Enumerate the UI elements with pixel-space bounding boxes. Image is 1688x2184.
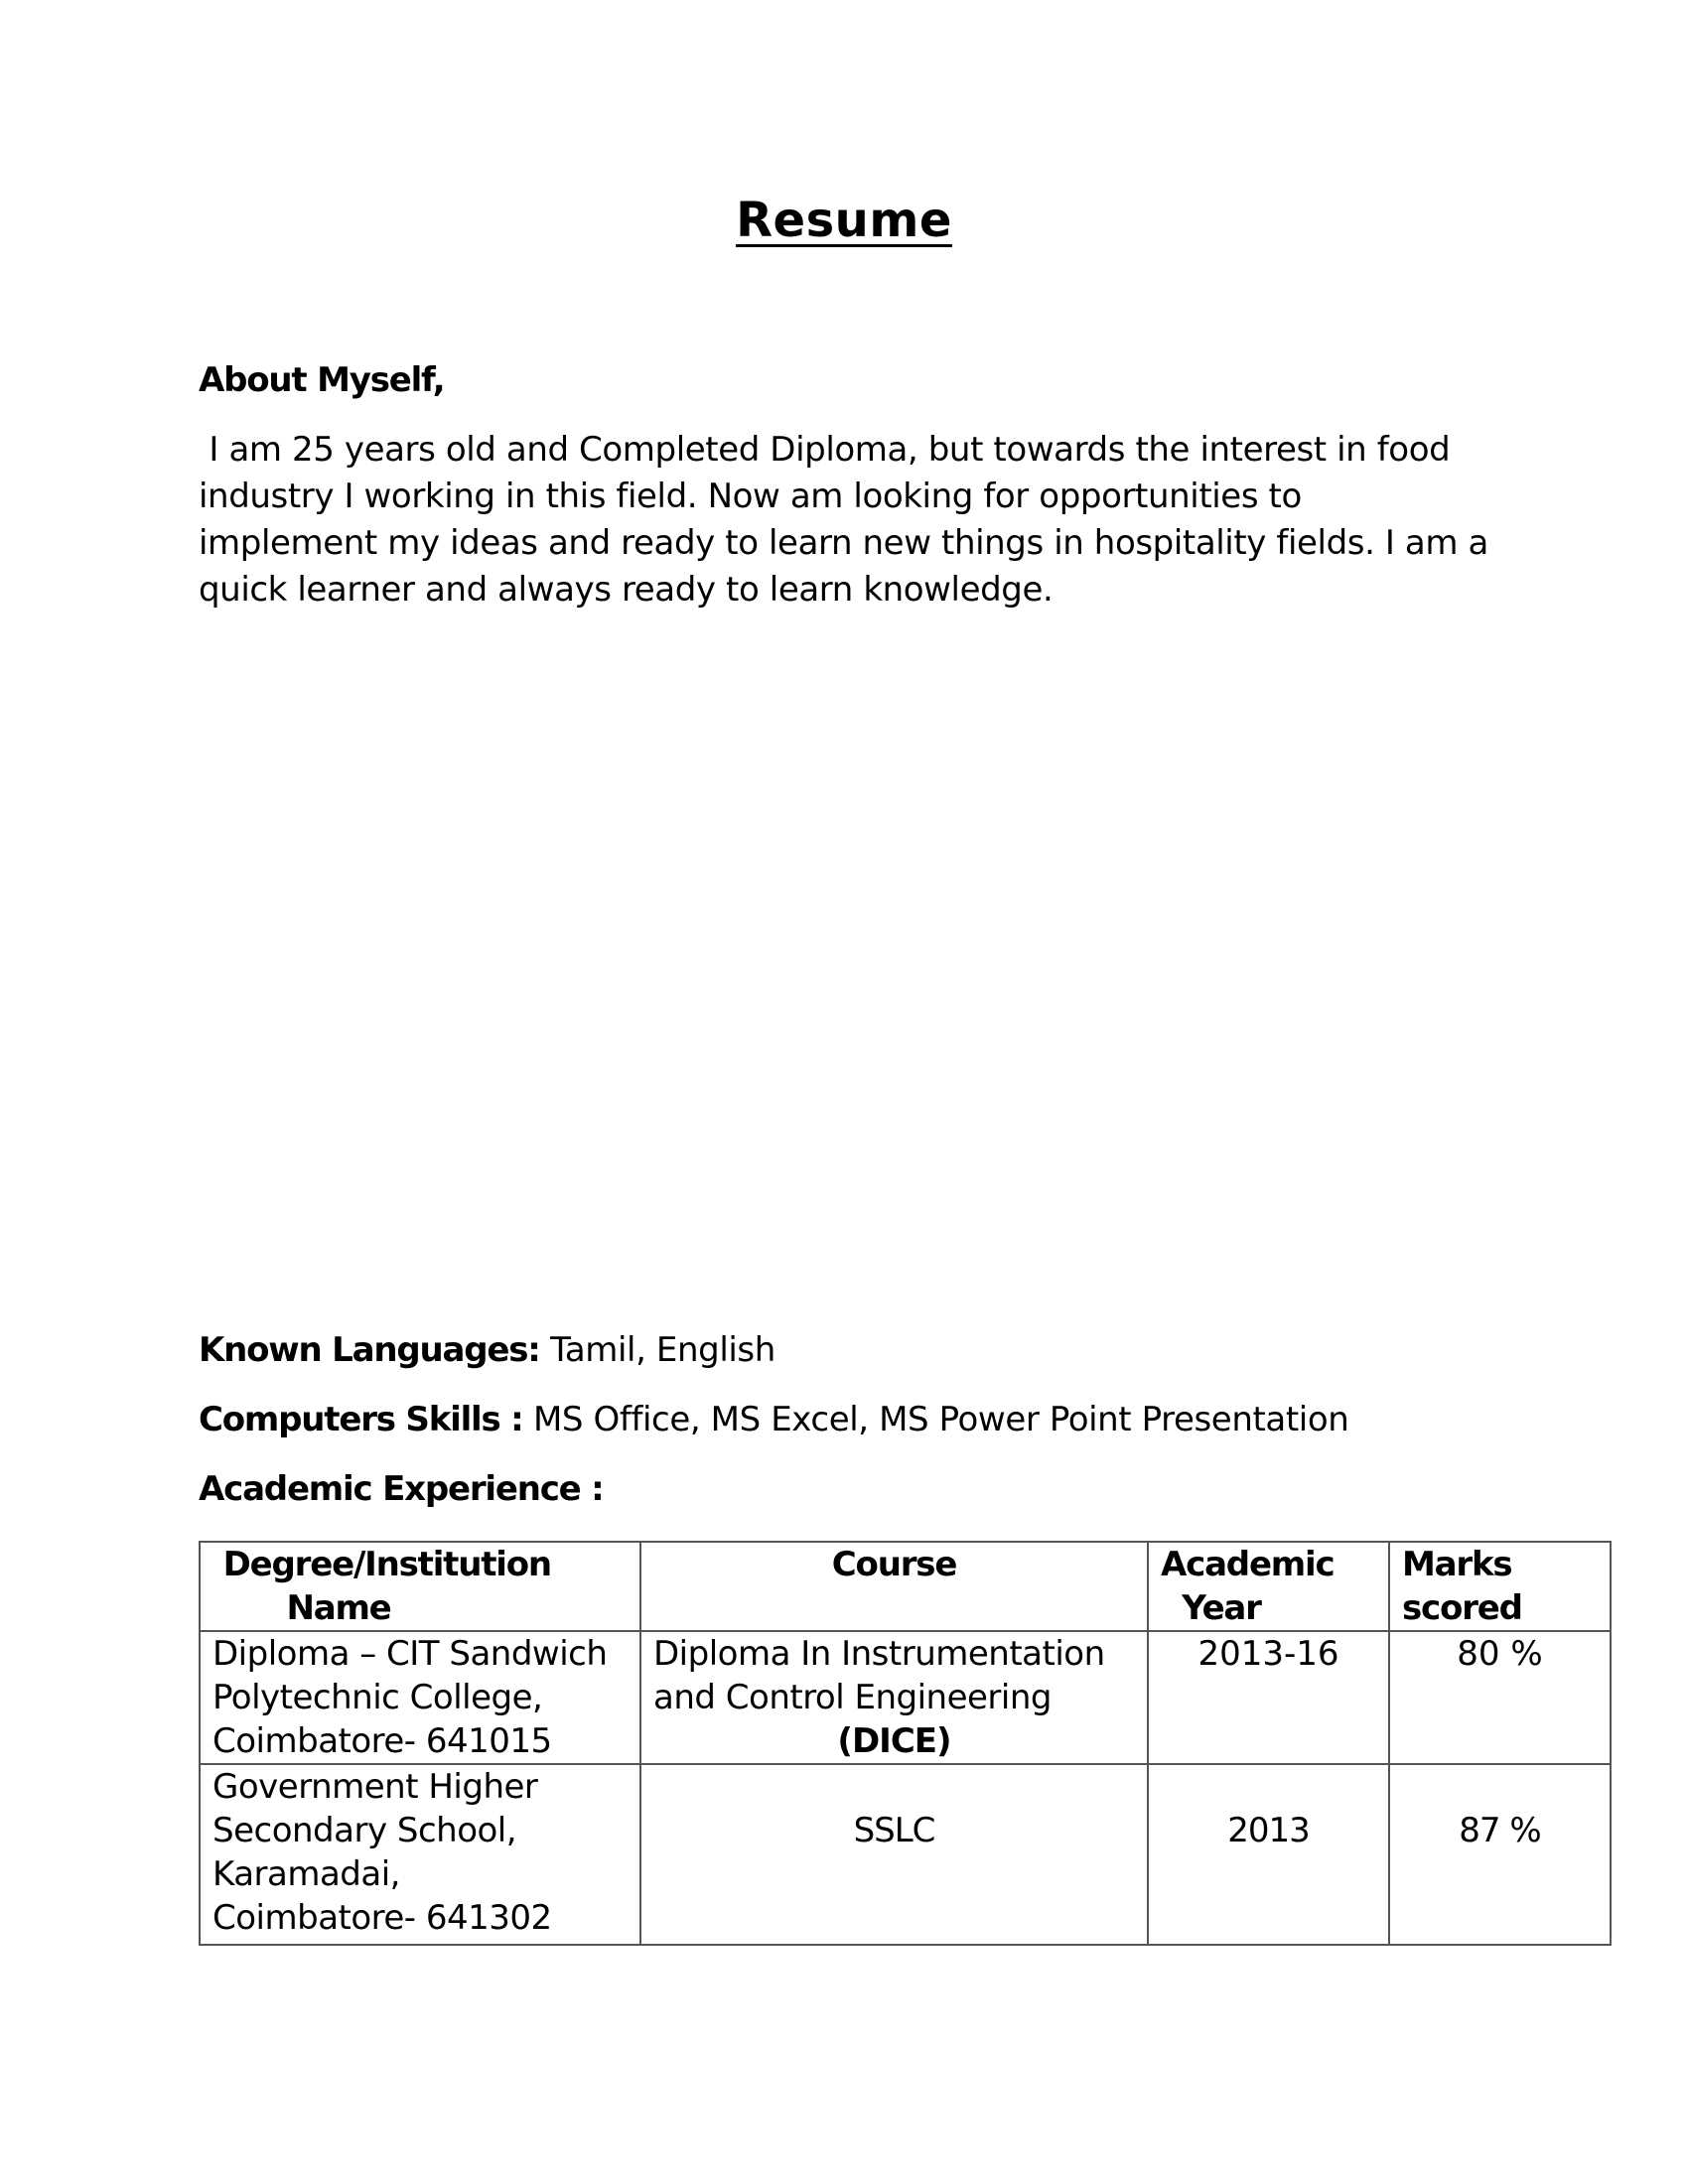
marks-cell: 80 % (1389, 1631, 1611, 1764)
header-line: Degree/Institution (212, 1545, 551, 1584)
course-abbreviation: (DICE) (837, 1721, 951, 1761)
about-paragraph (199, 427, 1509, 614)
course-cell (640, 1764, 1148, 1945)
academic-table (199, 1541, 1612, 1946)
computer-skills (199, 1399, 1348, 1440)
table-row (200, 1631, 1611, 1764)
header-line: Marks (1402, 1545, 1512, 1584)
institution-line: Government Higher (212, 1767, 538, 1807)
marks-value: 87 % (1459, 1811, 1541, 1850)
institution-line: Coimbatore- 641302 (212, 1898, 552, 1938)
institution-line: Karamadai, (212, 1854, 400, 1894)
header-line: Academic (1161, 1545, 1335, 1584)
institution-line: Diploma – CIT Sandwich (212, 1634, 608, 1674)
computer-skills-label: Computers Skills : (199, 1400, 523, 1439)
institution-cell (200, 1631, 640, 1764)
table-row (200, 1764, 1611, 1945)
academic-experience-heading (199, 1468, 604, 1510)
known-languages (199, 1329, 775, 1371)
institution-line: Coimbatore- 641015 (212, 1721, 552, 1761)
page-title (0, 191, 1688, 250)
about-line: industry I working in this field. Now am looking for opportunities to (199, 477, 1302, 516)
course-value: SSLC (853, 1811, 935, 1850)
course-line: and Control Engineering (653, 1678, 1052, 1717)
academic-year-cell (1148, 1764, 1389, 1945)
institution-cell (200, 1764, 640, 1945)
about-line: I am 25 years old and Completed Diploma, but towards the interest in food (199, 430, 1451, 470)
about-heading: About Myself, (199, 360, 445, 400)
header-degree-institution (200, 1542, 640, 1631)
academic-experience-label: Academic Experience : (199, 1469, 604, 1509)
header-course (640, 1542, 1148, 1631)
known-languages-value: Tamil, English (539, 1330, 775, 1370)
header-line: Name (212, 1588, 391, 1628)
about-line: quick learner and always ready to learn knowledge. (199, 570, 1054, 610)
header-line: Course (831, 1545, 957, 1584)
course-cell (640, 1631, 1148, 1764)
header-marks-scored (1389, 1542, 1611, 1631)
header-academic-year (1148, 1542, 1389, 1631)
academic-year-value: 2013 (1227, 1811, 1310, 1850)
academic-year-cell: 2013-16 (1148, 1631, 1389, 1764)
known-languages-label: Known Languages: (199, 1330, 540, 1370)
course-line: Diploma In Instrumentation (653, 1634, 1105, 1674)
institution-line: Polytechnic College, (212, 1678, 543, 1717)
header-line: scored (1402, 1588, 1522, 1628)
about-line: implement my ideas and ready to learn new things in hospitality fields. I am a (199, 523, 1488, 563)
computer-skills-value: MS Office, MS Excel, MS Power Point Presentation (522, 1400, 1349, 1439)
marks-cell (1389, 1764, 1611, 1945)
header-line: Year (1161, 1588, 1261, 1628)
table-header-row (200, 1542, 1611, 1631)
institution-line: Secondary School, (212, 1811, 517, 1850)
resume-title: Resume (736, 193, 952, 248)
